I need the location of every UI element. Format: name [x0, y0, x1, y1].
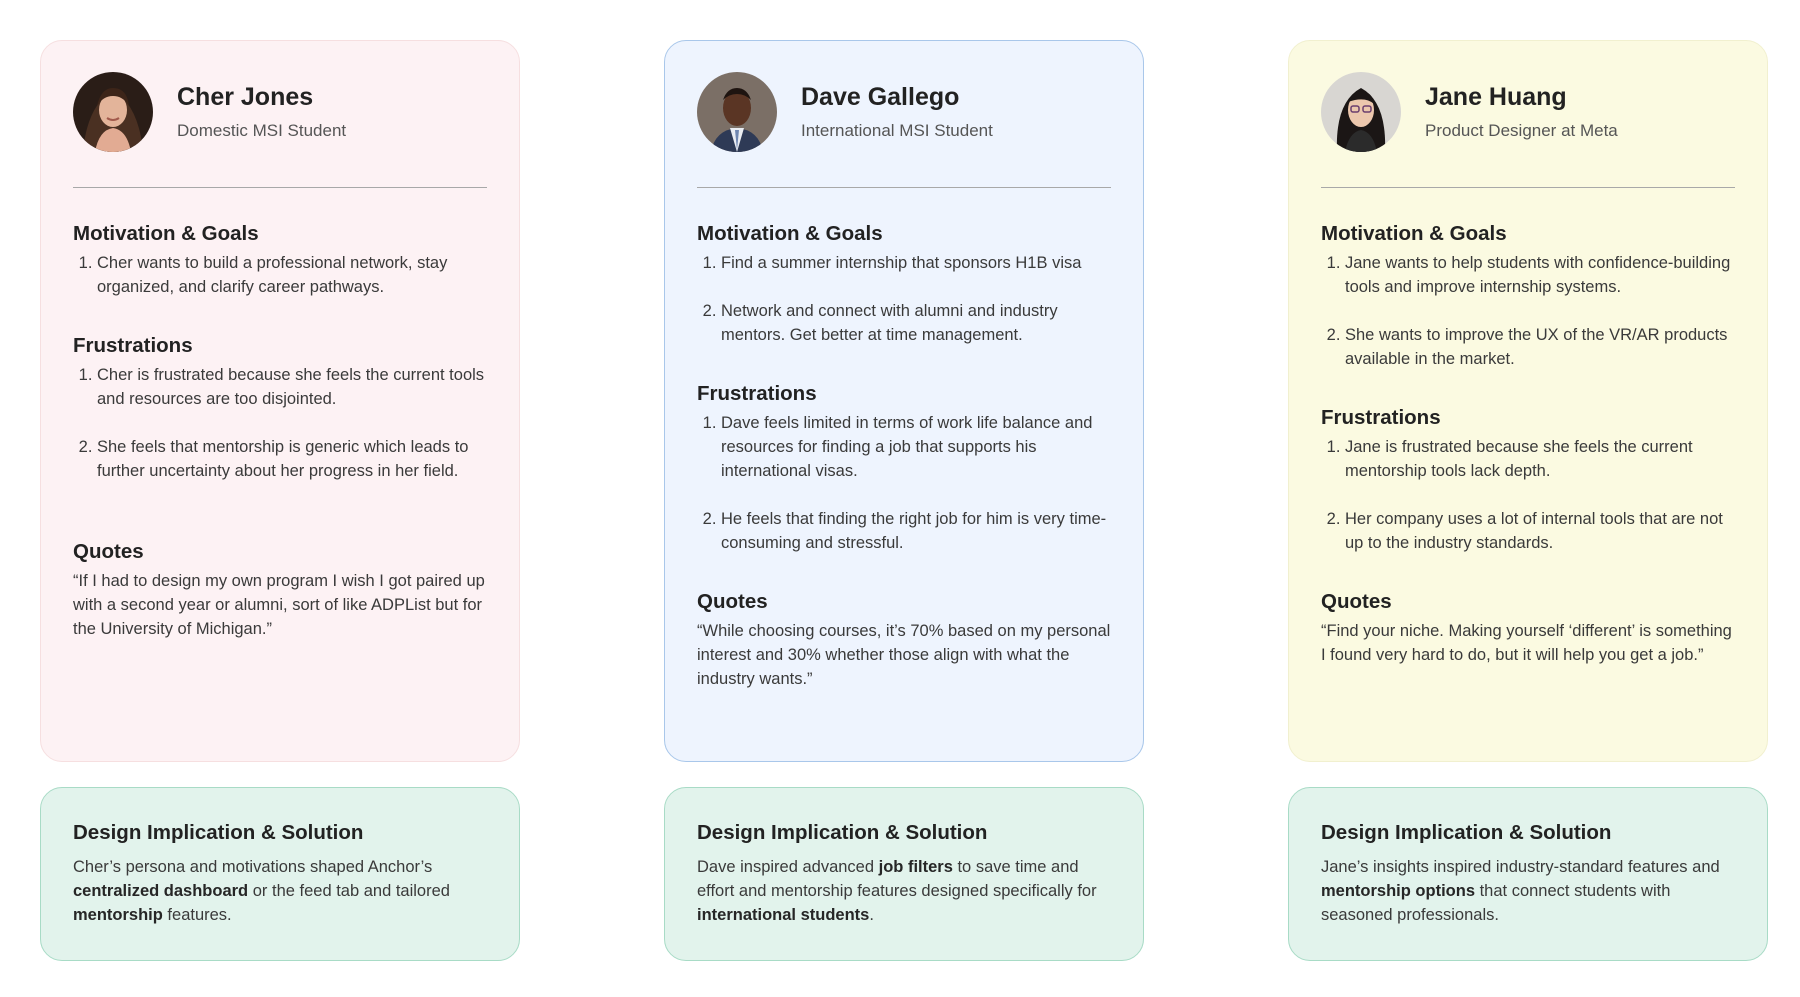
- implication-part: that connect students with seasoned professionals.: [1321, 882, 1671, 924]
- divider: [1321, 187, 1735, 188]
- list-item: 1. Cher is frustrated because she feels the current tools and resources are too disjointed.: [97, 363, 487, 411]
- persona-card: [40, 40, 520, 762]
- implication-title: Design Implication & Solution: [697, 821, 988, 844]
- list-item: 1. Dave feels limited in terms of work life balance and resources for finding a job that supports his international visas.: [721, 411, 1111, 483]
- avatar: [73, 72, 153, 152]
- implication-text: [73, 855, 487, 927]
- motivation-section: [697, 221, 1111, 347]
- list-item: 2. He feels that finding the right job for him is very time-consuming and stressful.: [721, 507, 1111, 555]
- quote-text: “While choosing courses, it’s 70% based on my personal interest and 30% whether those align with what the industry wants.”: [697, 622, 1111, 688]
- persona-column-cher: [40, 40, 520, 961]
- section-title: Frustrations: [697, 382, 817, 405]
- list-item: 1. Find a summer internship that sponsors H1B visa: [721, 251, 1111, 275]
- list-item: 2. She wants to improve the UX of the VR/AR products available in the market.: [1345, 323, 1735, 371]
- section-title: Motivation & Goals: [1321, 222, 1507, 245]
- list-item: 2. Her company uses a lot of internal tools that are not up to the industry standards.: [1345, 507, 1735, 555]
- motivation-section: [73, 221, 487, 299]
- frustrations-list: [1321, 435, 1735, 555]
- section-title: Quotes: [1321, 590, 1392, 613]
- implication-highlight: centralized dashboard: [73, 882, 249, 900]
- implication-title: Design Implication & Solution: [1321, 821, 1612, 844]
- persona-name: Dave Gallego: [801, 83, 960, 111]
- persona-header: [73, 71, 487, 153]
- frustrations-section: [73, 333, 487, 483]
- motivation-list: [1321, 251, 1735, 371]
- divider: [73, 187, 487, 188]
- section-title: Frustrations: [73, 334, 193, 357]
- section-title: Quotes: [73, 540, 144, 563]
- implication-part: Jane’s insights inspired industry-standard features and: [1321, 858, 1720, 876]
- section-title: Motivation & Goals: [697, 222, 883, 245]
- persona-header: [697, 71, 1111, 153]
- persona-card: [664, 40, 1144, 762]
- quote-text: “Find your niche. Making yourself ‘different’ is something I found very hard to do, but it will help you get a job.”: [1321, 622, 1732, 664]
- avatar: [1321, 72, 1401, 152]
- frustrations-section: [1321, 405, 1735, 555]
- frustrations-section: [697, 381, 1111, 555]
- design-implication-card: [1288, 787, 1768, 961]
- list-item: 1. Cher wants to build a professional network, stay organized, and clarify career pathways.: [97, 251, 487, 299]
- implication-part: features.: [162, 906, 232, 924]
- implication-highlight: mentorship options: [1321, 882, 1475, 900]
- section-title: Frustrations: [1321, 406, 1441, 429]
- list-item: 1. Jane wants to help students with confidence-building tools and improve internship systems.: [1345, 251, 1735, 299]
- motivation-section: [1321, 221, 1735, 371]
- implication-text: [1321, 855, 1735, 927]
- frustrations-list: [697, 411, 1111, 555]
- persona-column-dave: [664, 40, 1144, 961]
- design-implication-card: [40, 787, 520, 961]
- persona-role: Domestic MSI Student: [177, 121, 347, 140]
- persona-name: Cher Jones: [177, 83, 314, 111]
- implication-highlight: job filters: [878, 858, 953, 876]
- list-item: 2. Network and connect with alumni and industry mentors. Get better at time management.: [721, 299, 1111, 347]
- implication-title: Design Implication & Solution: [73, 821, 364, 844]
- implication-highlight: mentorship: [73, 906, 163, 924]
- quote-text: “If I had to design my own program I wish I got paired up with a second year or alumni, sort of like ADPList but for the University of Michigan.”: [73, 572, 485, 638]
- persona-role: International MSI Student: [801, 121, 993, 140]
- implication-part: Cher’s persona and motivations shaped Anchor’s: [73, 858, 433, 876]
- quotes-section: [1321, 589, 1735, 667]
- motivation-list: [697, 251, 1111, 347]
- frustrations-list: [73, 363, 487, 483]
- persona-role: Product Designer at Meta: [1425, 121, 1618, 140]
- list-item: 1. Jane is frustrated because she feels the current mentorship tools lack depth.: [1345, 435, 1735, 483]
- persona-header: [1321, 71, 1735, 153]
- section-title: Quotes: [697, 590, 768, 613]
- quotes-section: [73, 539, 487, 641]
- quotes-section: [697, 589, 1111, 691]
- persona-card: [1288, 40, 1768, 762]
- section-title: Motivation & Goals: [73, 222, 259, 245]
- implication-part: or the feed tab and tailored: [248, 882, 450, 900]
- divider: [697, 187, 1111, 188]
- implication-part: Dave inspired advanced: [697, 858, 879, 876]
- list-item: 2. She feels that mentorship is generic which leads to further uncertainty about her progress in her field.: [97, 435, 487, 483]
- implication-text: [697, 855, 1111, 927]
- persona-name: Jane Huang: [1425, 83, 1567, 111]
- implication-highlight: international students: [697, 906, 870, 924]
- design-implication-card: [664, 787, 1144, 961]
- implication-part: to save time and effort and mentorship features designed specifically for: [697, 858, 1097, 900]
- avatar: [697, 72, 777, 152]
- persona-column-jane: [1288, 40, 1768, 961]
- motivation-list: [73, 251, 487, 299]
- implication-part: .: [869, 906, 874, 924]
